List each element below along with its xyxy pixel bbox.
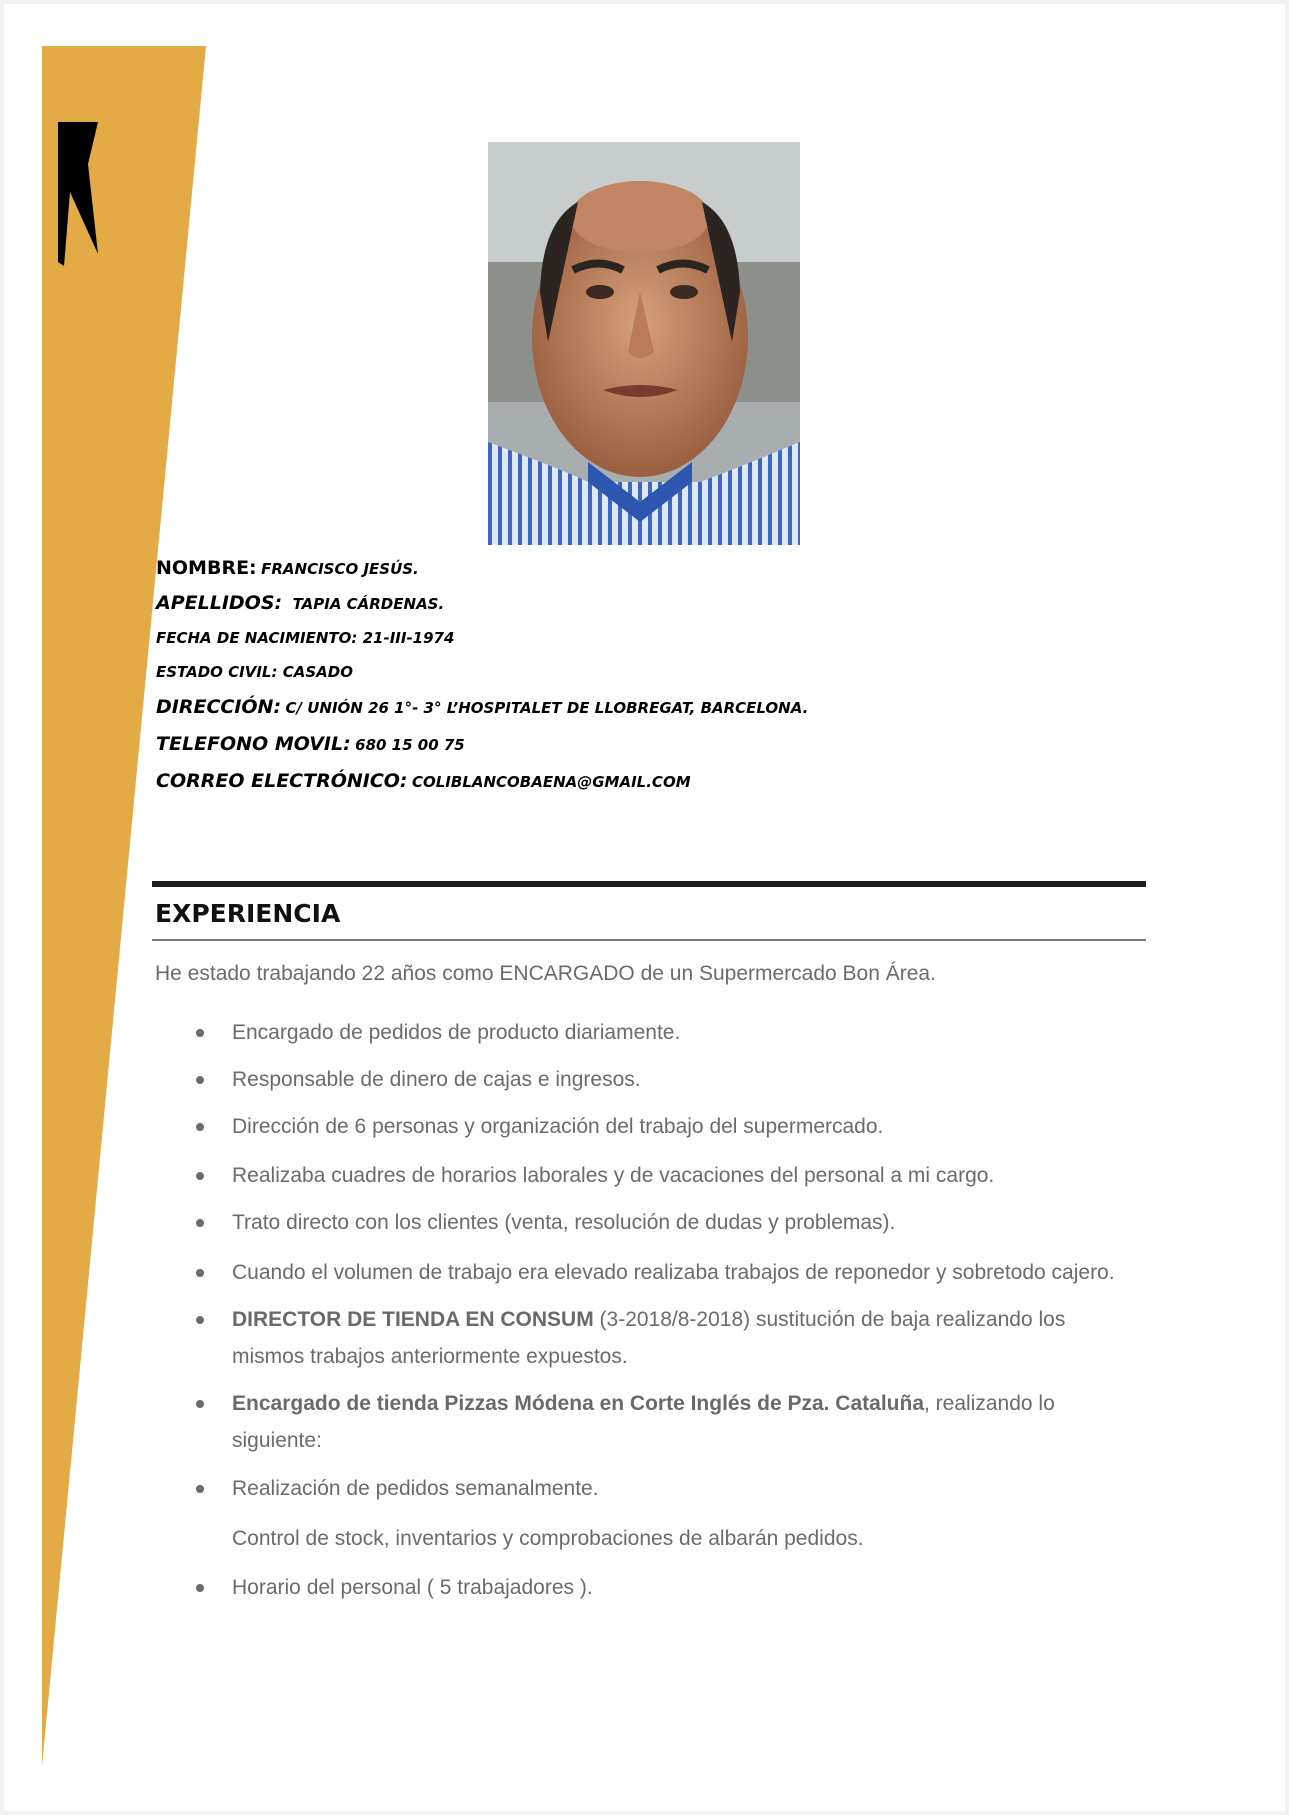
- resume-page: [4, 4, 1285, 1811]
- list-item-director: [232, 1301, 1152, 1375]
- email-value: COLIBLANCOBAENA@GMAIL.COM: [411, 773, 691, 791]
- birthdate-row: [156, 629, 454, 648]
- director-rest: (3-2018/8-2018) sustitución de baja realizando los: [593, 1308, 1066, 1331]
- bullet-icon: [196, 1269, 204, 1277]
- phone-label: TELEFONO MOVIL:: [156, 733, 351, 755]
- bullet-icon: [196, 1219, 204, 1227]
- name-label: NOMBRE:: [156, 557, 257, 579]
- director-line2: mismos trabajos anteriormente expuestos.: [232, 1345, 628, 1368]
- bullet-icon: [196, 1400, 204, 1408]
- pizzas-rest: , realizando lo: [924, 1392, 1055, 1415]
- name-value: FRANCISCO JESÚS.: [261, 560, 419, 578]
- phone-value: 680 15 00 75: [355, 736, 465, 754]
- address-value: C/ UNIÓN 26 1°- 3° L’HOSPITALET DE LLOBREGAT, BARCELONA.: [285, 699, 809, 717]
- email-label: CORREO ELECTRÓNICO:: [156, 770, 408, 792]
- surname-row: [156, 592, 444, 614]
- experience-title: EXPERIENCIA: [155, 899, 341, 928]
- profile-photo: [488, 142, 800, 545]
- list-item: Realizaba cuadres de horarios laborales y de vacaciones del personal a mi cargo.: [232, 1164, 995, 1187]
- section-divider-bottom: [152, 939, 1146, 941]
- list-item: Trato directo con los clientes (venta, resolución de dudas y problemas).: [232, 1211, 896, 1234]
- surname-value: TAPIA CÁRDENAS.: [292, 595, 445, 613]
- civil-status-row: [156, 663, 353, 682]
- list-item: Realización de pedidos semanalmente.: [232, 1477, 599, 1500]
- name-row: [156, 557, 419, 579]
- list-item: Cuando el volumen de trabajo era elevado realizaba trabajos de reponedor y sobretodo cajero.: [232, 1261, 1115, 1284]
- pizzas-line2: siguiente:: [232, 1429, 322, 1452]
- address-row: [156, 696, 808, 718]
- list-item: Horario del personal ( 5 trabajadores ).: [232, 1576, 593, 1599]
- address-label: DIRECCIÓN:: [156, 696, 282, 718]
- list-item-pizzas: [232, 1385, 1152, 1459]
- phone-row: [156, 733, 465, 755]
- bullet-icon: [196, 1316, 204, 1324]
- email-row: [156, 770, 691, 792]
- list-item: Dirección de 6 personas y organización del trabajo del supermercado.: [232, 1115, 884, 1138]
- bullet-icon: [196, 1584, 204, 1592]
- birthdate-value: FECHA DE NACIMIENTO: 21-III-1974: [156, 629, 455, 647]
- experience-intro: He estado trabajando 22 años como ENCARGADO de un Supermercado Bon Área.: [155, 962, 936, 985]
- director-bold: DIRECTOR DE TIENDA EN CONSUM: [232, 1308, 594, 1331]
- bullet-icon: [196, 1485, 204, 1493]
- section-divider-top: [152, 881, 1146, 887]
- bullet-icon: [196, 1123, 204, 1131]
- bullet-icon: [196, 1076, 204, 1084]
- list-item-continuation: Control de stock, inventarios y comprobaciones de albarán pedidos.: [232, 1527, 864, 1550]
- pizzas-bold: Encargado de tienda Pizzas Módena en Corte Inglés de Pza. Cataluña: [232, 1392, 924, 1415]
- bullet-icon: [196, 1029, 204, 1037]
- surname-label: APELLIDOS:: [156, 592, 283, 614]
- list-item: Encargado de pedidos de producto diariamente.: [232, 1021, 681, 1044]
- bullet-icon: [196, 1172, 204, 1180]
- list-item: Responsable de dinero de cajas e ingresos.: [232, 1068, 641, 1091]
- civil-status-value: ESTADO CIVIL: CASADO: [156, 663, 353, 681]
